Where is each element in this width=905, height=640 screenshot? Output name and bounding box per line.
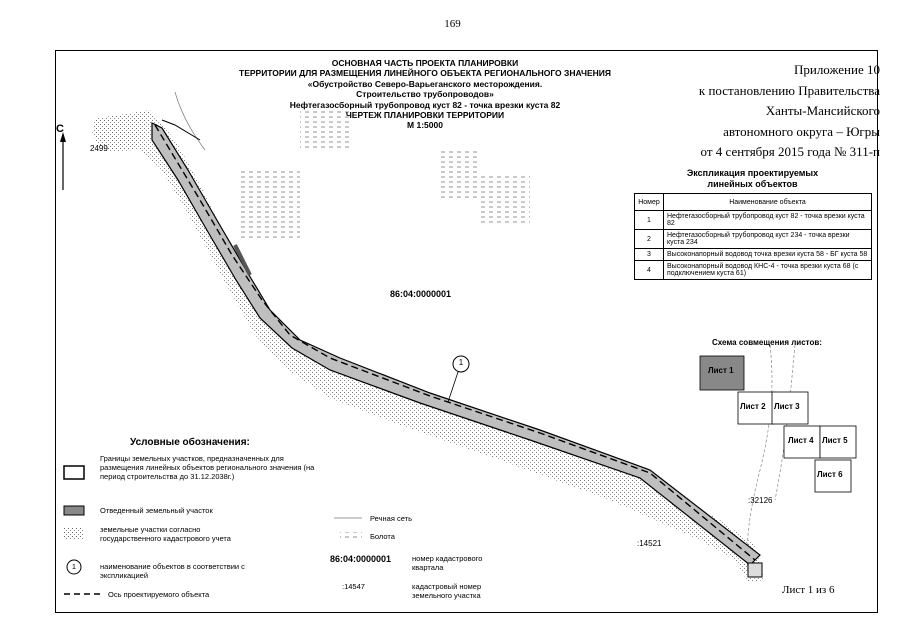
title-block [200,58,650,131]
legend-swamp-symbol [340,532,362,540]
legend-cadastral-text: земельные участки согласно государственного кадастрового учета [100,525,231,543]
north-label: С [56,123,64,135]
appendix-block [640,60,880,163]
explication-table [634,193,872,280]
legend-parcel-code: :14547 [342,582,365,591]
table-row [635,211,872,230]
row-number: 1 [635,211,664,230]
legend-quarter-code: 86:04:0000001 [330,554,392,564]
appendix-line: Приложение 10 [793,62,880,77]
row-number: 2 [635,230,664,249]
title-line: Строительство трубопроводов» [356,89,494,100]
table-header-row [635,194,872,211]
explication-title-line: линейных объектов [707,179,798,189]
sheet-6-label: Лист 6 [817,470,843,479]
legend-swamp-text: Болота [370,532,395,541]
sheet-2-label: Лист 2 [740,402,766,411]
sheet-4-label: Лист 4 [788,436,814,445]
col-name: Наименование объекта [664,194,872,211]
legend-boundaries-text: Границы земельных участков, предназначенных для размещения линейных объектов регионального значения (на период строительства до 31.12.2038г.) [100,454,315,481]
appendix-line: автономного округа – Югры [723,123,880,139]
parcel-label-14521: :14521 [637,539,662,548]
table-row [635,249,872,261]
title-line: М 1:5000 [407,120,443,131]
table-row [635,230,872,249]
sheet-3-label: Лист 3 [774,402,800,411]
legend-allocated-symbol [64,506,84,515]
table-row [635,261,872,280]
title-line: ОСНОВНАЯ ЧАСТЬ ПРОЕКТА ПЛАНИРОВКИ [331,58,519,68]
swamp-area-2 [480,175,530,225]
swamp-area-1 [440,150,480,200]
row-number: 3 [635,249,664,261]
title-line: Нефтегазосборный трубопровод куст 82 - точка врезки куста 82 [289,99,561,110]
title-line: ЧЕРТЕЖ ПЛАНИРОВКИ ТЕРРИТОРИИ [345,110,505,121]
sheet-footer: Лист 1 из 6 [782,584,835,596]
appendix-line: Ханты-Мансийского [765,103,880,119]
explication-title [630,168,875,190]
row-name: Нефтегазосборный трубопровод куст 82 - точка врезки куста 82 [664,211,872,230]
row-name: Высоконапорный водовод КНС-4 - точка врезки куста 68 (с подключением куста 61) [664,261,872,280]
legend-title: Условные обозначения: [130,437,250,448]
sheet-5-label: Лист 5 [822,436,848,445]
title-line: ТЕРРИТОРИИ ДЛЯ РАЗМЕЩЕНИЯ ЛИНЕЙНОГО ОБЪЕКТА РЕГИОНАЛЬНОГО ЗНАЧЕНИЯ [239,68,611,79]
cadastral-quarter-label: 86:04:0000001 [390,289,452,299]
sheet-1-label: Лист 1 [708,366,734,375]
river-right [747,345,772,575]
page-number: 169 [444,18,461,30]
appendix-line: к постановлению Правительства [698,82,880,98]
row-name: Высоконапорный водовод точка врезки куста 58 - БГ куста 58 [664,249,872,261]
object-marker-label: 1 [458,358,464,367]
explication-title-line: Экспликация проектируемых [686,168,819,178]
col-number: Номер [635,194,664,211]
legend-axis-text: Ось проектируемого объекта [108,590,210,599]
title-line: «Обустройство Северо-Варьеганского месторождения. [307,78,543,89]
legend-allocated-text: Отведенный земельный участок [100,506,213,515]
parcel-label-2499: 2499 [90,144,108,153]
scheme-title: Схема совмещения листов: [712,338,822,347]
legend-quarter-desc: номер кадастрового квартала [412,554,483,572]
end-station [748,563,762,577]
parcel-label-32126: :32126 [748,496,773,505]
legend-cadastral-symbol [64,527,84,539]
row-name: Нефтегазосборный трубопровод куст 234 - точка врезки куста 234 [664,230,872,249]
appendix-line: от 4 сентября 2015 года № 311-п [700,144,880,160]
legend-object-sample: 1 [71,562,77,571]
legend-boundary-symbol [64,466,84,479]
row-number: 4 [635,261,664,280]
legend-river-text: Речная сеть [370,514,412,523]
marker-leader [448,372,458,402]
legend-object-text: наименование объектов в соответствии с экспликацией [100,562,245,580]
legend-parcel-desc: кадастровый номер земельного участка [412,582,482,600]
swamp-area-3 [240,170,300,240]
